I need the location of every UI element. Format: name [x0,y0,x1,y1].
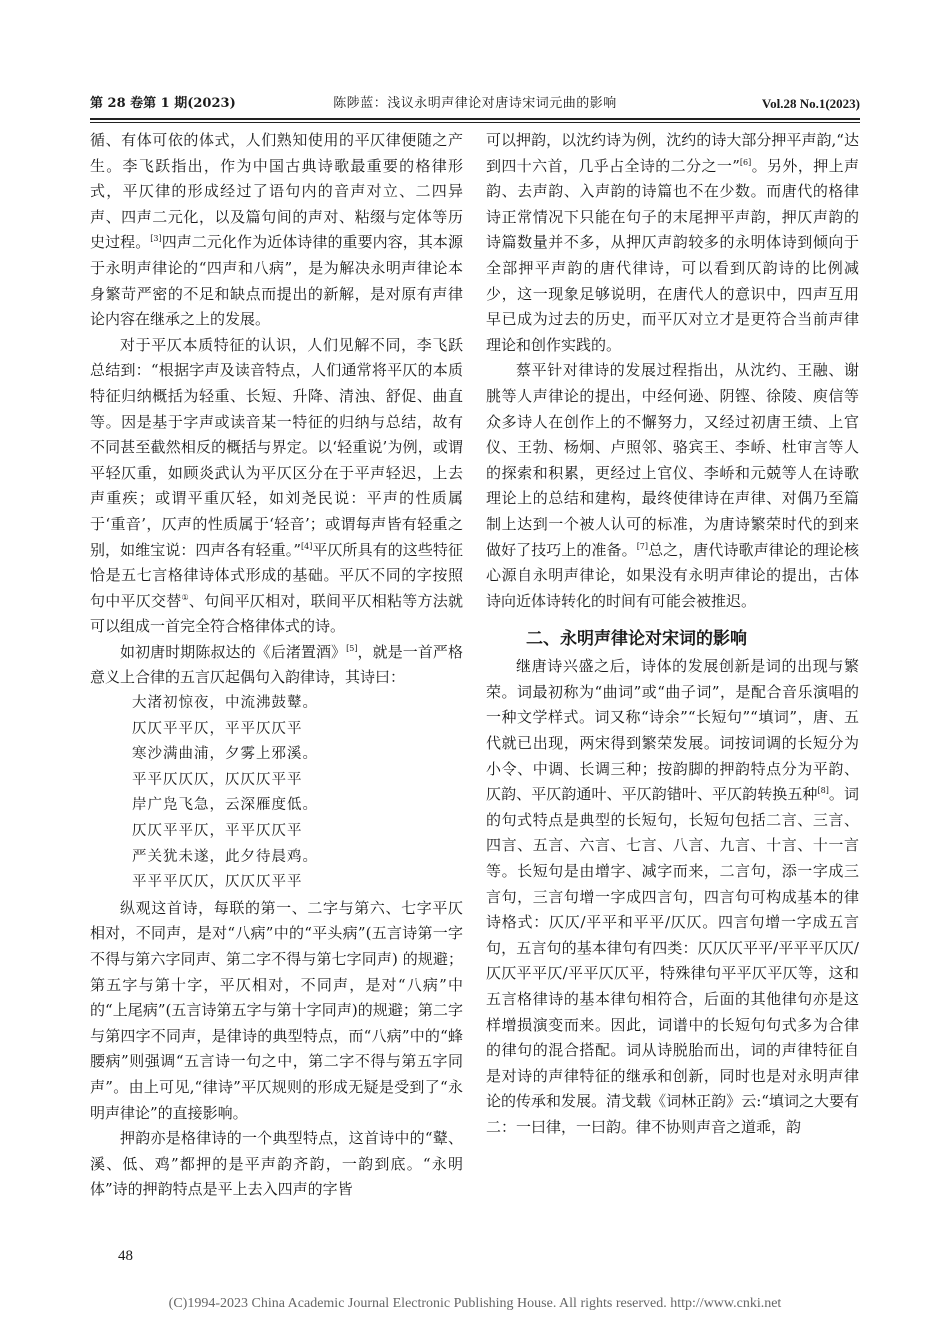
header-rule-thin [90,122,860,123]
header-volume-en: Vol.28 No.1(2023) [761,96,860,111]
paragraph: 蔡平针对律诗的发展过程指出，从沈约、王融、谢朓等人声律论的提出，中经何逊、阴铿、徐陵、庾信等众多诗人在创作上的不懈努力，又经过初唐王绩、上官仪、王勃、杨炯、卢照邻、骆宾王、李峤、杜审言等人的探索和积累，更经过上官仪、李峤和元兢等人在诗歌理论上的总结和建构，最终使律诗在声律、对偶乃至篇制上达到一个被人认可的标准，为唐诗繁荣时代的到来做好了技巧上的准备。[7]总之，唐代诗歌声律论的理论核心源自永明声律论，如果没有永明声律论的提出，古体诗向近体诗转化的时间有可能会被推迟。 [486,361,859,610]
left-column [90,128,463,1203]
citation-ref: [5] [346,643,358,653]
citation-ref: [3] [150,234,162,244]
paragraph: 如初唐时期陈叔达的《后渚置酒》[5]，就是一首严格意义上合律的五言仄起偶句入韵律诗，其诗曰： [90,642,463,687]
tone-pattern-line: 仄仄平平仄，平平仄仄平 [132,823,303,840]
citation-ref: [8] [817,786,829,796]
paragraph: 纵观这首诗，每联的第一、二字与第六、七字平仄相对，不同声，是对“八病”中的“平头病”(五言诗第一字不得与第六字同声、第二字不得与第七字同声) 的规避；第五字与第十字，平仄相对，不同声，是对“八病”中的“上尾病”(五言诗第五字与第十字同声)的规避；第二字与第四字不同声，是律诗的典型特点，而“八病”中的“蜂腰病”则强调“五言诗一句之中，第二字不得与第五字同声”。由上可见,“律诗”平仄规则的形成无疑是受到了“永明声律论”的直接影响。 [90,898,463,1122]
paragraph: 押韵亦是格律诗的一个典型特点，这首诗中的“鼙、溪、低、鸡”都押的是平声韵齐韵，一韵到底。“永明体”诗的押韵特点是平上去入四声的字皆 [90,1129,463,1199]
section-heading: 二、永明声律论对宋词的影响 [526,629,747,650]
poem-line: 严关犹未遂，此夕待晨鸡。 [132,848,318,865]
footnote-ref: ① [181,592,189,602]
copyright-footer: (C)1994-2023 China Academic Journal Electronic Publishing House. All rights reserved. http://www.cnki.net [168,1296,782,1311]
paragraph: 对于平仄本质特征的认识，人们见解不同，李飞跃总结到：“根据字声及读音特点，人们通常将平仄的本质特征归纳概括为轻重、长短、升降、清浊、舒促、曲直等。因是基于字声或读音某一特征的归纳与总结，故有不同甚至截然相反的概括与界定。以‘轻重说’为例，或谓平轻仄重，如顾炎武认为平仄区分在于平声轻迟，上去声重疾；或谓平重仄轻，如刘尧民说：平声的性质属于‘重音’，仄声的性质属于‘轻音’；或谓每声皆有轻重之别，如维宝说：四声各有轻重。”[4]平仄所具有的这些特征恰是五七言格律诗体式形成的基础。平仄不同的字按照句中平仄交替①、句间平仄相对，联间平仄相粘等方法就可以组成一首完全符合格律体式的诗。 [90,335,463,636]
poem-line: 岸广凫飞急，云深雁度低。 [132,797,318,814]
tone-pattern-line: 平平仄仄仄，仄仄仄平平 [132,771,303,788]
tone-pattern-line: 平平平仄仄，仄仄仄平平 [132,874,303,891]
paragraph-continued: 循、有体可依的体式，人们熟知使用的平仄律便随之产生。李飞跃指出，作为中国古典诗歌最重要的格律形式，平仄律的形成经过了语句内的音声对立、二四异声、四声二元化，以及篇句间的声对、粘缀与定体等历史过程。[3]四声二元化作为近体诗律的重要内容，其本源于永明声律论的“四声和八病”，是为解决永明声律论本身繁苛严密的不足和缺点而提出的新解，是对原有声律论内容在继承之上的发展。 [90,131,463,329]
right-column [486,128,859,1141]
citation-ref: [4] [301,541,313,551]
tone-pattern-line: 仄仄平平仄，平平仄仄平 [132,720,303,737]
running-header [90,92,860,116]
header-volume-cn: 第 28 卷第 1 期(2023) [90,96,236,111]
poem-line: 大渚初惊夜，中流沸鼓鼙。 [132,695,318,712]
citation-ref: [7] [636,541,649,551]
header-article-title: 陈陟蓝：浅议永明声律论对唐诗宋词元曲的影响 [333,96,617,111]
citation-ref: [6] [739,157,752,167]
poem-line: 寒沙满曲浦，夕雾上邪溪。 [132,746,318,763]
page-number: 48 [118,1248,133,1264]
paragraph-continued: 可以押韵，以沈约诗为例，沈约的诗大部分押平声韵,“达到四十六首，几乎占全诗的二分之一”[6]。另外，押上声韵、去声韵、入声韵的诗篇也不在少数。而唐代的格律诗正常情况下只能在句子的末尾押平声韵，押仄声韵的诗篇数量并不多，从押仄声韵较多的永明体诗到倾向于全部押平声韵的唐代律诗，可以看到仄韵诗的比例减少，这一现象足够说明，在唐代人的意识中，四声互用早已成为过去的历史，而平仄对立才是更符合当前声律理论和创作实践的。 [486,131,859,354]
paragraph: 继唐诗兴盛之后，诗体的发展创新是词的出现与繁荣。词最初称为“曲词”或“曲子词”，是配合音乐演唱的一种文学样式。词又称“诗余”“长短句”“填词”，唐、五代就已出现，两宋得到繁荣发展。词按词调的长短分为小令、中调、长调三种；按韵脚的押韵特点分为平韵、仄韵、平仄韵通叶、平仄韵错叶、平仄韵转换五种[8]。词的句式特点是典型的长短句，长短句包括二言、三言、四言、五言、六言、七言、八言、九言、十言、十一言等。长短句是由增字、减字而来，二言句，添一字成三言句，三言句增一字成四言句，四言句可构成基本的律诗格式：仄仄/平平和平平/仄仄。四言句增一字成五言句，五言句的基本律句有四类：仄仄仄平平/平平平仄仄/仄仄平平仄/平平仄仄平，特殊律句平平仄平仄等，这和五言格律诗的基本律句相符合，后面的其他律句亦是这样增损演变而来。因此，词谱中的长短句句式多为合律的律句的混合搭配。词从诗脱胎而出，词的声律特征自是对诗的声律特征的继承和创新，同时也是对永明声律论的传承和发展。清戈载《词林正韵》云:“填词之大要有二：一曰律，一曰韵。律不协则声音之道乖，韵 [486,657,859,1136]
header-rule-thick [90,118,860,120]
poem-block [90,691,463,896]
